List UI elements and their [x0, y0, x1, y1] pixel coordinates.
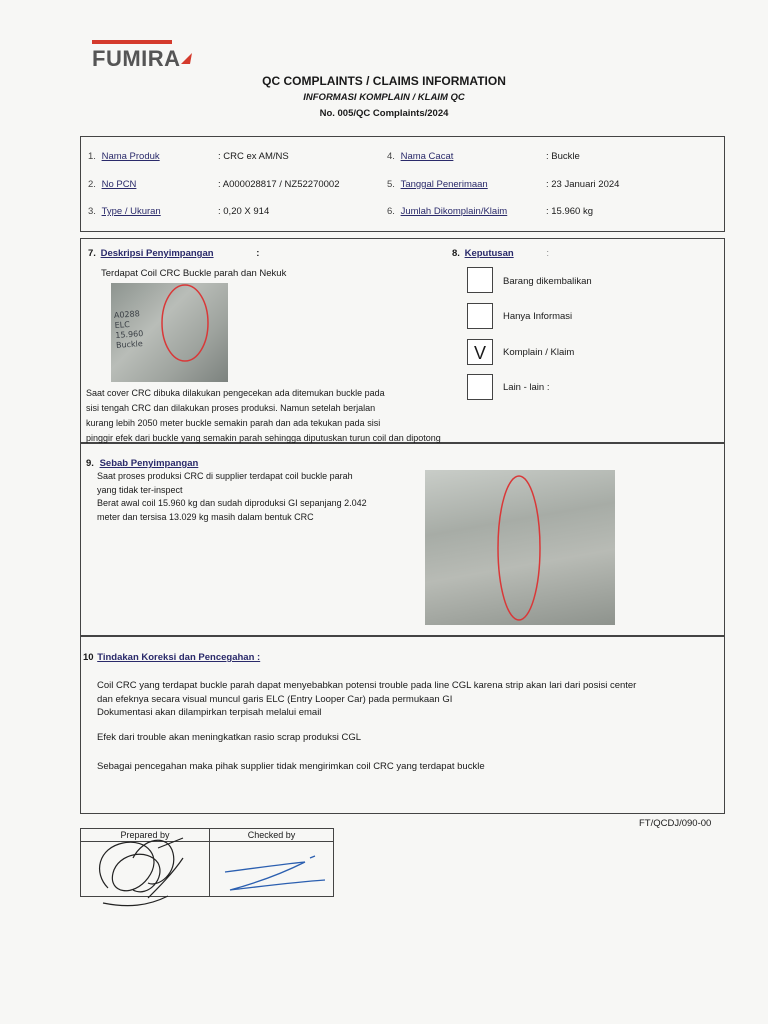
- document-number: No. 005/QC Complaints/2024: [319, 108, 449, 119]
- logo-text: FUMIRA: [92, 46, 181, 71]
- photo-handwriting: A0288 ELC 15.960 Buckle: [113, 309, 144, 350]
- document-title: QC COMPLAINTS / CLAIMS INFORMATION: [262, 74, 506, 88]
- section-10-heading: 10 Tindakan Koreksi dan Pencegahan :: [83, 652, 261, 663]
- field-label-no-pcn: No PCN: [101, 179, 137, 190]
- checked-by-header: Checked by: [210, 829, 334, 842]
- field-value-nama-produk: : CRC ex AM/NS: [218, 151, 289, 162]
- section-9-description: Saat proses produksi CRC di supplier terdapat coil buckle parah yang tidak ter-inspect Berat awal coil 15.960 kg dan sudah diproduksi GI sepanjang 2.042 meter dan tersisa 13.029 kg masih dalam bentuk CRC: [97, 471, 367, 522]
- info-row-2: 2. No PCN: [88, 179, 137, 190]
- info-row-1: 1. Nama Produk: [88, 151, 160, 162]
- info-row-3: 3. Type / Ukuran: [88, 206, 161, 217]
- defect-line-highlight-ellipse: [494, 472, 544, 624]
- section-10-paragraph-1: Coil CRC yang terdapat buckle parah dapat menyebabkan potensi trouble pada line CGL karena strip akan lari dari posisi center dan efeknya secara visual muncul garis ELC (Entry Looper Car) pada permukaan GI Dokumentasi akan dilampirkan terpisah melalui email: [97, 680, 637, 718]
- info-row-5: 5. Tanggal Penerimaan: [387, 179, 488, 190]
- section-8-heading: 8. Keputusan :: [452, 248, 549, 259]
- info-row-6: 6. Jumlah Dikomplain/Klaim: [387, 206, 508, 217]
- prepared-by-header: Prepared by: [81, 829, 210, 842]
- info-row-4: 4. Nama Cacat: [387, 151, 454, 162]
- field-label-tanggal: Tanggal Penerimaan: [400, 179, 488, 190]
- field-label-nama-cacat: Nama Cacat: [400, 151, 454, 162]
- field-label-type-ukuran: Type / Ukuran: [101, 206, 161, 217]
- option-barang-dikembalikan: Barang dikembalikan: [503, 276, 592, 287]
- field-value-jumlah: : 15.960 kg: [546, 206, 594, 217]
- field-label-nama-produk: Nama Produk: [101, 151, 160, 162]
- checkbox-lain-lain[interactable]: [467, 374, 493, 400]
- defect-highlight-ellipse: [158, 283, 212, 365]
- logo-swoosh-icon: [180, 52, 194, 66]
- prepared-by-signature: [88, 828, 198, 913]
- field-value-tanggal: : 23 Januari 2024: [546, 179, 620, 190]
- checked-by-signature: [215, 850, 335, 895]
- section-7-heading: 7. Deskripsi Penyimpangan :: [88, 248, 260, 259]
- option-lain-lain: Lain - lain :: [503, 382, 550, 393]
- checkbox-hanya-informasi[interactable]: [467, 303, 493, 329]
- document-subtitle: INFORMASI KOMPLAIN / KLAIM QC: [303, 92, 465, 103]
- option-komplain-klaim: Komplain / Klaim: [503, 347, 575, 358]
- section-7-intro: Terdapat Coil CRC Buckle parah dan Nekuk: [101, 268, 287, 279]
- section-10-paragraph-2: Efek dari trouble akan meningkatkan rasio scrap produksi CGL: [97, 732, 362, 743]
- logo-accent-bar: [92, 40, 172, 44]
- field-label-jumlah: Jumlah Dikomplain/Klaim: [400, 206, 508, 217]
- option-hanya-informasi: Hanya Informasi: [503, 311, 573, 322]
- section-9-heading: 9. Sebab Penyimpangan: [86, 458, 199, 469]
- company-logo: [92, 40, 202, 70]
- field-value-no-pcn: : A000028817 / NZ52270002: [218, 179, 340, 190]
- section-7-description: Saat cover CRC dibuka dilakukan pengecekan ada ditemukan buckle pada sisi tengah CRC dan dilakukan proses produksi. Namun setelah berjalan kurang lebih 2050 meter buckle semakin parah dan ada tekukan pada sisi pinggir efek dari buckle yang semakin parah sehingga diputuskan turun coil dan dipotong: [86, 388, 441, 443]
- field-value-nama-cacat: : Buckle: [546, 151, 580, 162]
- form-code: FT/QCDJ/090-00: [639, 818, 712, 829]
- checkbox-barang-dikembalikan[interactable]: [467, 267, 493, 293]
- section-10-paragraph-3: Sebagai pencegahan maka pihak supplier tidak mengirimkan coil CRC yang terdapat buckle: [97, 761, 485, 772]
- checkbox-komplain-klaim[interactable]: V: [467, 339, 493, 365]
- field-value-type-ukuran: : 0,20 X 914: [218, 206, 270, 217]
